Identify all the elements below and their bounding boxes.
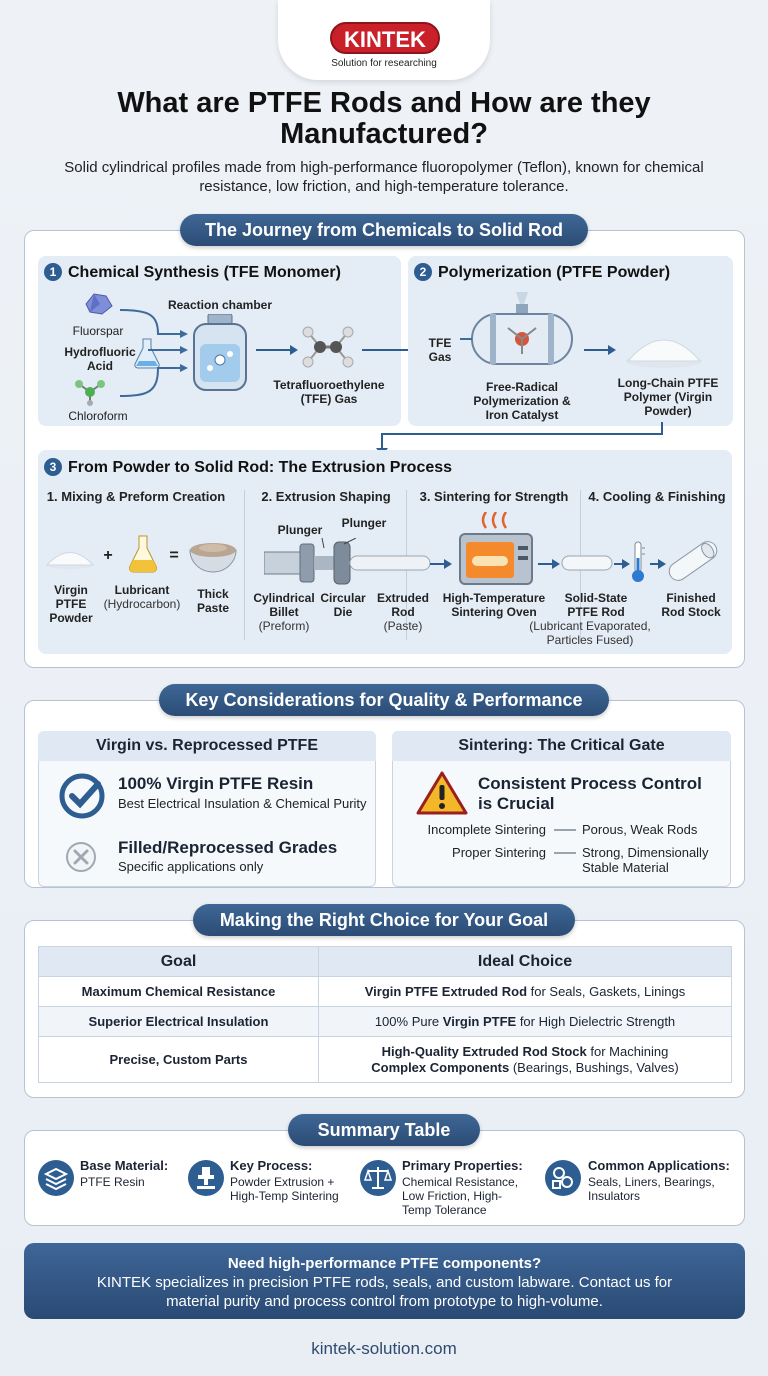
sintering-oven-icon [456, 512, 536, 586]
reactor-icon [460, 292, 580, 372]
choice-mid: for Machining [586, 1043, 669, 1059]
step3-col4-heading: 4. Cooling & Finishing [588, 489, 726, 504]
goal-column-header: Goal [39, 947, 319, 977]
arrow-oven-to-rod [538, 563, 558, 565]
extruder-icon [264, 538, 434, 588]
choice-column-header: Ideal Choice [319, 947, 732, 977]
virgin-resin-desc: Best Electrical Insulation & Chemical Purity [118, 796, 367, 811]
summary-base-text: PTFE Resin [80, 1175, 145, 1189]
reaction-chamber-icon [190, 314, 250, 394]
fluorspar-label: Fluorspar [72, 324, 124, 338]
cross-circle-icon [64, 840, 98, 874]
choice-rest: (Bearings, Bushings, Valves) [509, 1059, 679, 1075]
oven-label: High-Temperature Sintering Oven [442, 591, 546, 619]
choice-bold: Complex Components [371, 1059, 510, 1075]
step1-title [44, 263, 399, 282]
proper-sintering-label: Proper Sintering [452, 845, 546, 860]
step3-title [44, 458, 724, 477]
summary-properties-title: Primary Properties: [402, 1158, 523, 1173]
reaction-chamber-label: Reaction chamber [167, 298, 273, 312]
step2-number: 2 [414, 263, 432, 281]
choice-bold: High-Quality Extruded Rod Stock [381, 1043, 587, 1059]
incomplete-sintering-result: Porous, Weak Rods [582, 822, 698, 837]
scale-icon [360, 1160, 396, 1196]
choice-cell [319, 1037, 732, 1083]
ptfe-polymer-label: Long-Chain PTFE Polymer (Virgin Powder) [617, 376, 719, 418]
thick-paste-label: Thick Paste [196, 587, 230, 615]
summary-base-title: Base Material: [80, 1158, 169, 1173]
gray-arrow [554, 829, 576, 831]
solid-rod-note: (Lubricant Evaporated, Particles Fused) [529, 619, 651, 647]
tagline: Solution for researching [331, 58, 437, 69]
die-label: Circular Die [320, 591, 366, 619]
summary-properties-text: Chemical Resistance, Low Friction, High-Temp Tolerance [402, 1175, 519, 1217]
proper-sintering-result: Strong, Dimensionally Stable Material [582, 845, 709, 875]
lubricant-label: Lubricant [114, 583, 170, 597]
table-row [39, 977, 732, 1007]
parts-icon [545, 1160, 581, 1196]
tfe-gas-input-label: TFE Gas [428, 336, 452, 364]
goal-cell: Precise, Custom Parts [39, 1037, 319, 1083]
goal-cell: Superior Electrical Insulation [39, 1007, 319, 1037]
tfe-gas-label: Tetrafluoroethylene (TFE) Gas [273, 378, 385, 406]
fluorspar-icon [82, 290, 116, 318]
extruded-note: (Paste) [383, 619, 423, 633]
step2-title-text: Polymerization (PTFE Powder) [438, 264, 671, 281]
powder-pile-icon [624, 325, 704, 369]
virgin-card-title: Virgin vs. Reprocessed PTFE [38, 731, 376, 761]
summary-applications-text: Seals, Liners, Bearings, Insulators [588, 1175, 715, 1203]
polymerization-label: Free-Radical Polymerization & Iron Catalyst [473, 380, 571, 422]
billet-note: (Preform) [258, 619, 310, 633]
step2-title [414, 263, 732, 282]
step1-number: 1 [44, 263, 62, 281]
table-row [39, 1037, 732, 1083]
filled-grades-desc: Specific applications only [118, 859, 264, 874]
arrow-rod-to-oven [430, 563, 450, 565]
kintek-logo[interactable]: KINTEK [330, 22, 440, 54]
arrow-reactor-to-powder [584, 349, 614, 351]
divider [244, 490, 245, 640]
choice-cell [319, 1007, 732, 1037]
summary-applications-title: Common Applications: [588, 1158, 730, 1173]
finished-rod-label: Finished Rod Stock [661, 591, 721, 619]
choice-pre: 100% Pure [374, 1014, 443, 1029]
step3-number: 3 [44, 458, 62, 476]
cta-body: KINTEK specializes in precision PTFE rods, seals, and custom labware. Contact us for material purity and process control from prototype to high-volume. [96, 1274, 673, 1310]
choice-pill: Making the Right Choice for Your Goal [193, 904, 575, 936]
choice-table [38, 946, 732, 1083]
tfe-molecule-icon [300, 322, 356, 372]
equals-sign: = [169, 547, 179, 564]
arrow-rod-to-thermometer [614, 563, 628, 565]
lubricant-flask-icon [128, 534, 158, 574]
extruded-rod-label: Extruded Rod [376, 591, 429, 619]
filled-grades-title: Filled/Reprocessed Grades [118, 838, 338, 857]
solid-rod-icon [560, 552, 614, 574]
plus-sign: + [103, 547, 113, 564]
finished-rod-icon [666, 538, 720, 584]
arrow-chamber-to-tfe [256, 349, 296, 351]
hf-label: Hydrofluoric Acid [64, 345, 136, 373]
cta-headline: Need high-performance PTFE components? [227, 1255, 542, 1272]
choice-cell [319, 977, 732, 1007]
virgin-powder-label: Virgin PTFE Powder [49, 583, 93, 625]
step3-col2-heading: 2. Extrusion Shaping [261, 489, 391, 504]
lubricant-note: (Hydrocarbon) [103, 597, 181, 611]
table-header-row [39, 947, 732, 977]
press-icon [188, 1160, 224, 1196]
summary-process-text: Powder Extrusion + High-Temp Sintering [230, 1175, 339, 1203]
summary-process-title: Key Process: [230, 1158, 313, 1173]
incomplete-sintering-label: Incomplete Sintering [427, 822, 546, 837]
virgin-resin-title: 100% Virgin PTFE Resin [118, 774, 314, 793]
paste-bowl-icon [188, 538, 238, 574]
summary-pill: Summary Table [288, 1114, 480, 1146]
step3-col1-heading: 1. Mixing & Preform Creation [46, 489, 226, 504]
billet-label: Cylindrical Billet [253, 591, 315, 619]
step3-title-text: From Powder to Solid Rod: The Extrusion Process [68, 459, 453, 476]
sintering-card-title: Sintering: The Critical Gate [392, 731, 731, 761]
table-row [39, 1007, 732, 1037]
considerations-pill: Key Considerations for Quality & Performance [159, 684, 609, 716]
molecule-green-icon [74, 378, 106, 406]
journey-pill: The Journey from Chemicals to Solid Rod [180, 214, 588, 246]
choice-rest: for Seals, Gaskets, Linings [527, 984, 686, 999]
footer-link[interactable]: kintek-solution.com [311, 1339, 457, 1358]
check-badge-icon [58, 772, 106, 820]
chloroform-label: Chloroform [68, 409, 128, 423]
choice-bold: Virgin PTFE [442, 1014, 517, 1029]
process-control-headline: Consistent Process Control is Crucial [478, 774, 702, 813]
plunger-label-2: Plunger [341, 516, 387, 530]
layers-icon [38, 1160, 74, 1196]
step1-title-text: Chemical Synthesis (TFE Monomer) [68, 264, 341, 281]
page-subtitle: Solid cylindrical profiles made from high-performance fluoropolymer (Teflon), known for chemical resistance, low friction, and high-temperature tolerance. [64, 159, 704, 195]
choice-bold: Virgin PTFE Extruded Rod [364, 984, 528, 999]
powder-icon [44, 542, 96, 570]
arrow-thermometer-to-stock [650, 563, 664, 565]
goal-cell: Maximum Chemical Resistance [39, 977, 319, 1007]
input-arrows-icon [118, 306, 188, 402]
step3-col3-heading: 3. Sintering for Strength [419, 489, 569, 504]
solid-rod-label: Solid-State PTFE Rod [564, 591, 628, 619]
choice-rest: for High Dielectric Strength [516, 1014, 676, 1029]
thermometer-icon [628, 540, 648, 584]
plunger-label-1: Plunger [277, 523, 323, 537]
gray-arrow [554, 852, 576, 854]
warning-icon [416, 770, 468, 816]
page-title: What are PTFE Rods and How are they Manufactured? [117, 87, 651, 150]
